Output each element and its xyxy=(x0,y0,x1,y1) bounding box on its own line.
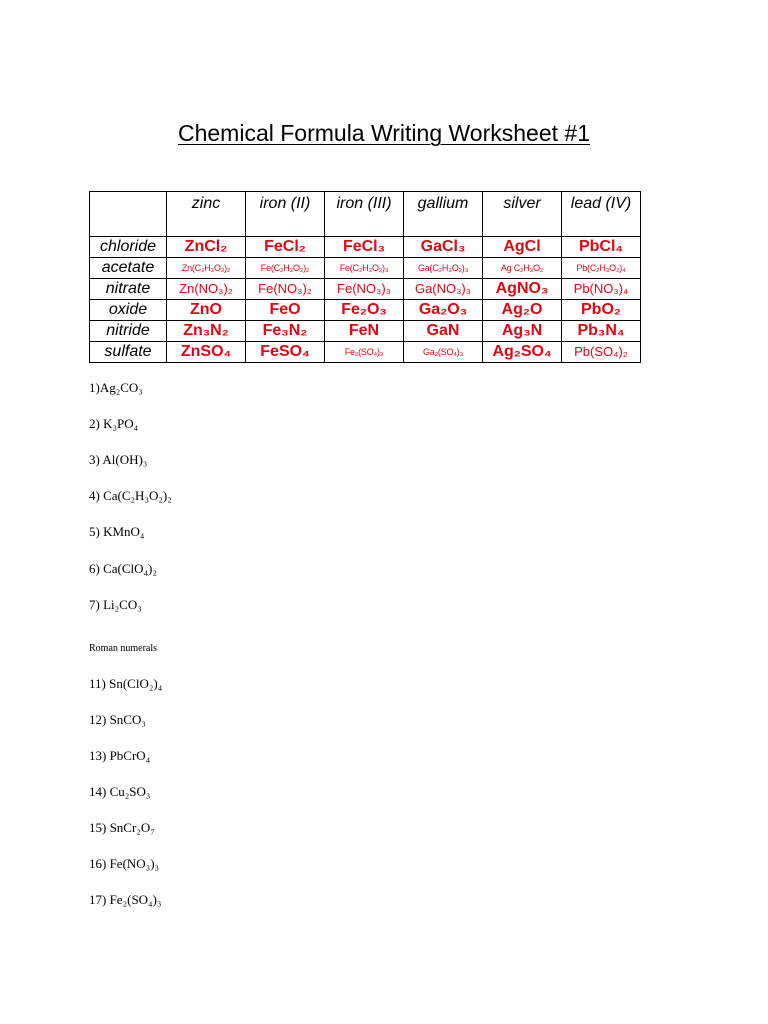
worksheet-title xyxy=(0,118,768,148)
formula-cell: Pb(SO₄)₂ xyxy=(562,342,641,363)
formula-cell: FeCl₂ xyxy=(246,237,325,258)
header-zinc: zinc xyxy=(167,192,246,237)
row-label-chloride: chloride xyxy=(90,237,167,258)
problem-item: 11) Sn(ClO₂)₄ xyxy=(89,676,163,691)
formula-cell: Ga(NO₃)₃ xyxy=(404,279,483,300)
formula-cell: Ag C₂H₃O₂ xyxy=(483,258,562,279)
table-row xyxy=(90,342,641,363)
formula-cell: Zn(C₂H₃O₂)₂ xyxy=(167,258,246,279)
table-row xyxy=(90,279,641,300)
table-body xyxy=(90,237,641,363)
header-silver: silver xyxy=(483,192,562,237)
problem-item: 14) Cu₂SO₃ xyxy=(89,784,151,799)
header-lead-iv: lead (IV) xyxy=(562,192,641,237)
formula-cell: FeCl₃ xyxy=(325,237,404,258)
formula-cell: PbCl₄ xyxy=(562,237,641,258)
problem-item: 16) Fe(NO₃)₃ xyxy=(89,856,160,871)
row-label-oxide: oxide xyxy=(90,300,167,321)
formula-cell: FeO xyxy=(246,300,325,321)
formula-cell: Fe(C₂H₃O₂)₂ xyxy=(246,258,325,279)
formula-cell: Zn(NO₃)₂ xyxy=(167,279,246,300)
table-row xyxy=(90,258,641,279)
formula-cell: GaCl₃ xyxy=(404,237,483,258)
problem-item: 13) PbCrO₄ xyxy=(89,748,151,763)
formula-table xyxy=(89,191,641,363)
formula-cell: Pb(NO₃)₄ xyxy=(562,279,641,300)
problem-item: 2) K₃PO₄ xyxy=(89,416,139,431)
formula-cell: Ag₂O xyxy=(483,300,562,321)
table-row xyxy=(90,300,641,321)
formula-cell: Fe(NO₃)₂ xyxy=(246,279,325,300)
table-row xyxy=(90,237,641,258)
problem-item: 6) Ca(ClO₄)₂ xyxy=(89,561,157,576)
formula-cell: Ag₂SO₄ xyxy=(483,342,562,363)
row-label-acetate: acetate xyxy=(90,258,167,279)
section-label: Roman numerals xyxy=(89,643,158,654)
formula-cell: Pb(C₂H₃O₂)₄ xyxy=(562,258,641,279)
formula-cell: AgCl xyxy=(483,237,562,258)
formula-cell: Pb₃N₄ xyxy=(562,321,641,342)
problem-item: 3) Al(OH)₃ xyxy=(89,452,148,467)
header-iron-ii: iron (II) xyxy=(246,192,325,237)
problem-item: 7) Li₂CO₃ xyxy=(89,597,142,612)
formula-cell: Ga₂(SO₄)₃ xyxy=(404,342,483,363)
formula-cell: AgNO₃ xyxy=(483,279,562,300)
worksheet-title-text: Chemical Formula Writing Worksheet #1 xyxy=(177,120,590,146)
formula-cell: Fe₂O₃ xyxy=(325,300,404,321)
problem-item: 4) Ca(C₂H₃O₂)₂ xyxy=(89,488,172,503)
problem-item: 5) KMnO₄ xyxy=(89,524,145,539)
formula-cell: Zn₃N₂ xyxy=(167,321,246,342)
formula-cell: Ga₂O₃ xyxy=(404,300,483,321)
problem-item: 12) SnCO₃ xyxy=(89,712,146,727)
formula-cell: FeN xyxy=(325,321,404,342)
header-gallium: gallium xyxy=(404,192,483,237)
table-header-row xyxy=(90,192,641,237)
corner-cell xyxy=(90,192,167,237)
table-row xyxy=(90,321,641,342)
formula-cell: Fe₃N₂ xyxy=(246,321,325,342)
row-label-sulfate: sulfate xyxy=(90,342,167,363)
formula-cell: Ag₃N xyxy=(483,321,562,342)
formula-cell: PbO₂ xyxy=(562,300,641,321)
problem-item: 1)Ag₂CO₃ xyxy=(89,380,143,395)
formula-cell: FeSO₄ xyxy=(246,342,325,363)
header-iron-iii: iron (III) xyxy=(325,192,404,237)
formula-cell: GaN xyxy=(404,321,483,342)
formula-cell: Fe(C₂H₃O₂)₃ xyxy=(325,258,404,279)
row-label-nitrate: nitrate xyxy=(90,279,167,300)
formula-cell: ZnSO₄ xyxy=(167,342,246,363)
formula-cell: ZnO xyxy=(167,300,246,321)
formula-cell: Ga(C₂H₃O₂)₃ xyxy=(404,258,483,279)
problem-item: 17) Fe₂(SO₄)₃ xyxy=(89,892,162,907)
row-label-nitride: nitride xyxy=(90,321,167,342)
problem-item: 15) SnCr₂O₇ xyxy=(89,820,155,835)
formula-cell: ZnCl₂ xyxy=(167,237,246,258)
formula-cell: Fe₂(SO₄)₃ xyxy=(325,342,404,363)
formula-cell: Fe(NO₃)₃ xyxy=(325,279,404,300)
